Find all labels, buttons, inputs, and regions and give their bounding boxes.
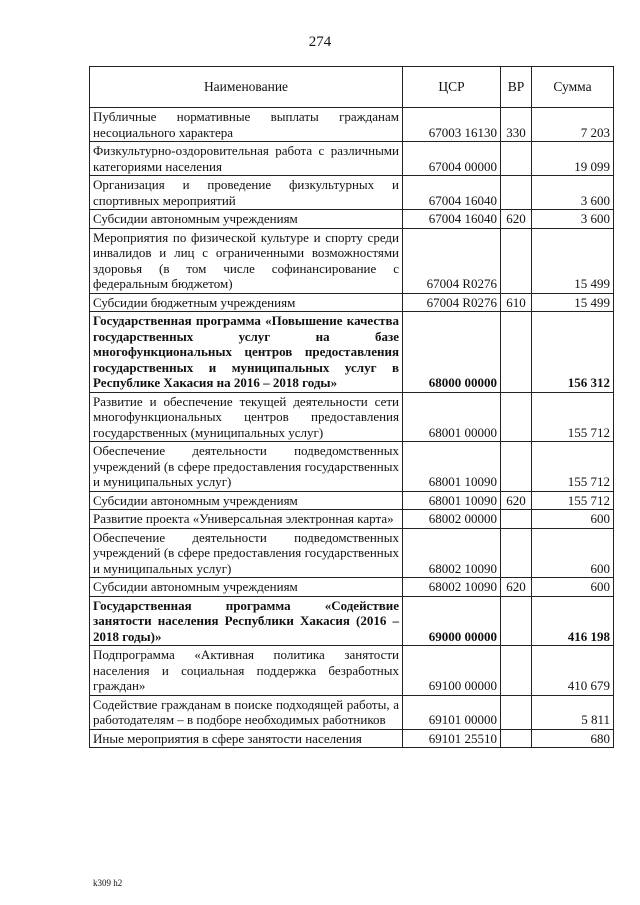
table-row [90,176,614,210]
row-vr [501,528,532,578]
row-name: Субсидии автономным учреждениям [90,210,403,229]
row-csr: 68001 10090 [403,442,501,492]
row-csr: 69101 25510 [403,729,501,748]
row-csr: 67004 16040 [403,176,501,210]
row-name: Физкультурно-оздоровительная работа с различными категориями населения [90,142,403,176]
header-csr: ЦСР [403,67,501,108]
header-name: Наименование [90,67,403,108]
row-vr: 620 [501,491,532,510]
row-sum: 7 203 [532,108,614,142]
table-row [90,228,614,293]
row-sum: 155 712 [532,442,614,492]
row-name: Организация и проведение физкультурных и спортивных мероприятий [90,176,403,210]
row-csr: 69100 00000 [403,646,501,696]
row-csr: 68001 10090 [403,491,501,510]
row-csr: 69000 00000 [403,596,501,646]
table-row [90,729,614,748]
table-row [90,442,614,492]
row-csr: 67004 R0276 [403,228,501,293]
row-csr: 68000 00000 [403,312,501,393]
table-row [90,293,614,312]
row-csr: 68001 00000 [403,392,501,442]
row-vr [501,228,532,293]
row-name: Развитие проекта «Универсальная электронная карта» [90,510,403,529]
row-vr [501,442,532,492]
budget-table [89,66,614,748]
table-body [90,108,614,748]
row-vr [501,729,532,748]
row-csr: 67004 16040 [403,210,501,229]
header-vr: ВР [501,67,532,108]
row-sum: 15 499 [532,293,614,312]
row-sum: 155 712 [532,491,614,510]
row-name: Субсидии автономным учреждениям [90,578,403,597]
table-row [90,646,614,696]
table-row [90,210,614,229]
row-name: Субсидии автономным учреждениям [90,491,403,510]
row-sum: 15 499 [532,228,614,293]
table-row [90,528,614,578]
row-vr [501,646,532,696]
row-sum: 19 099 [532,142,614,176]
row-sum: 156 312 [532,312,614,393]
table-row [90,142,614,176]
page-number: 274 [308,34,332,50]
table-row [90,108,614,142]
row-sum: 3 600 [532,176,614,210]
row-vr [501,392,532,442]
row-vr [501,596,532,646]
row-name: Субсидии бюджетным учреждениям [90,293,403,312]
row-vr [501,176,532,210]
row-sum: 416 198 [532,596,614,646]
row-sum: 3 600 [532,210,614,229]
row-name: Обеспечение деятельности подведомственных учреждений (в сфере предоставления государственных и муниципальных услуг) [90,528,403,578]
row-name: Государственная программа «Повышение качества государственных услуг на базе многофункциональных центров предоставления государственных и муниципальных услуг в Республике Хакасия на 2016 – 2018 годы» [90,312,403,393]
row-csr: 69101 00000 [403,695,501,729]
row-csr: 67003 16130 [403,108,501,142]
row-sum: 410 679 [532,646,614,696]
table-row [90,695,614,729]
table-row [90,392,614,442]
row-csr: 68002 10090 [403,528,501,578]
row-sum: 600 [532,578,614,597]
row-vr: 330 [501,108,532,142]
row-vr: 610 [501,293,532,312]
row-csr: 67004 00000 [403,142,501,176]
row-vr [501,142,532,176]
footer-code: k309 h2 [93,878,123,888]
row-name: Публичные нормативные выплаты гражданам несоциального характера [90,108,403,142]
table-row [90,510,614,529]
row-sum: 600 [532,528,614,578]
row-name: Мероприятия по физической культуре и спорту среди инвалидов и лиц с ограниченными возможностями здоровья (в том числе софинансирование с федеральным бюджетом) [90,228,403,293]
row-vr: 620 [501,210,532,229]
row-name: Развитие и обеспечение текущей деятельности сети многофункциональных центров предоставления государственных (муниципальных услуг) [90,392,403,442]
row-name: Подпрограмма «Активная политика занятости населения и социальная поддержка безработных граждан» [90,646,403,696]
row-name: Иные мероприятия в сфере занятости населения [90,729,403,748]
row-csr: 68002 10090 [403,578,501,597]
table-row [90,596,614,646]
row-name: Содействие гражданам в поиске подходящей работы, а работодателям – в подборе необходимых работников [90,695,403,729]
row-vr: 620 [501,578,532,597]
row-sum: 5 811 [532,695,614,729]
header-sum: Сумма [532,67,614,108]
row-vr [501,695,532,729]
row-vr [501,510,532,529]
table-row [90,578,614,597]
row-sum: 155 712 [532,392,614,442]
row-vr [501,312,532,393]
row-name: Государственная программа «Содействие занятости населения Республики Хакасия (2016 – 2018 годы)» [90,596,403,646]
row-name: Обеспечение деятельности подведомственных учреждений (в сфере предоставления государственных и муниципальных услуг) [90,442,403,492]
table-row [90,312,614,393]
row-sum: 680 [532,729,614,748]
table-header-row [90,67,614,108]
row-sum: 600 [532,510,614,529]
row-csr: 67004 R0276 [403,293,501,312]
table-row [90,491,614,510]
row-csr: 68002 00000 [403,510,501,529]
